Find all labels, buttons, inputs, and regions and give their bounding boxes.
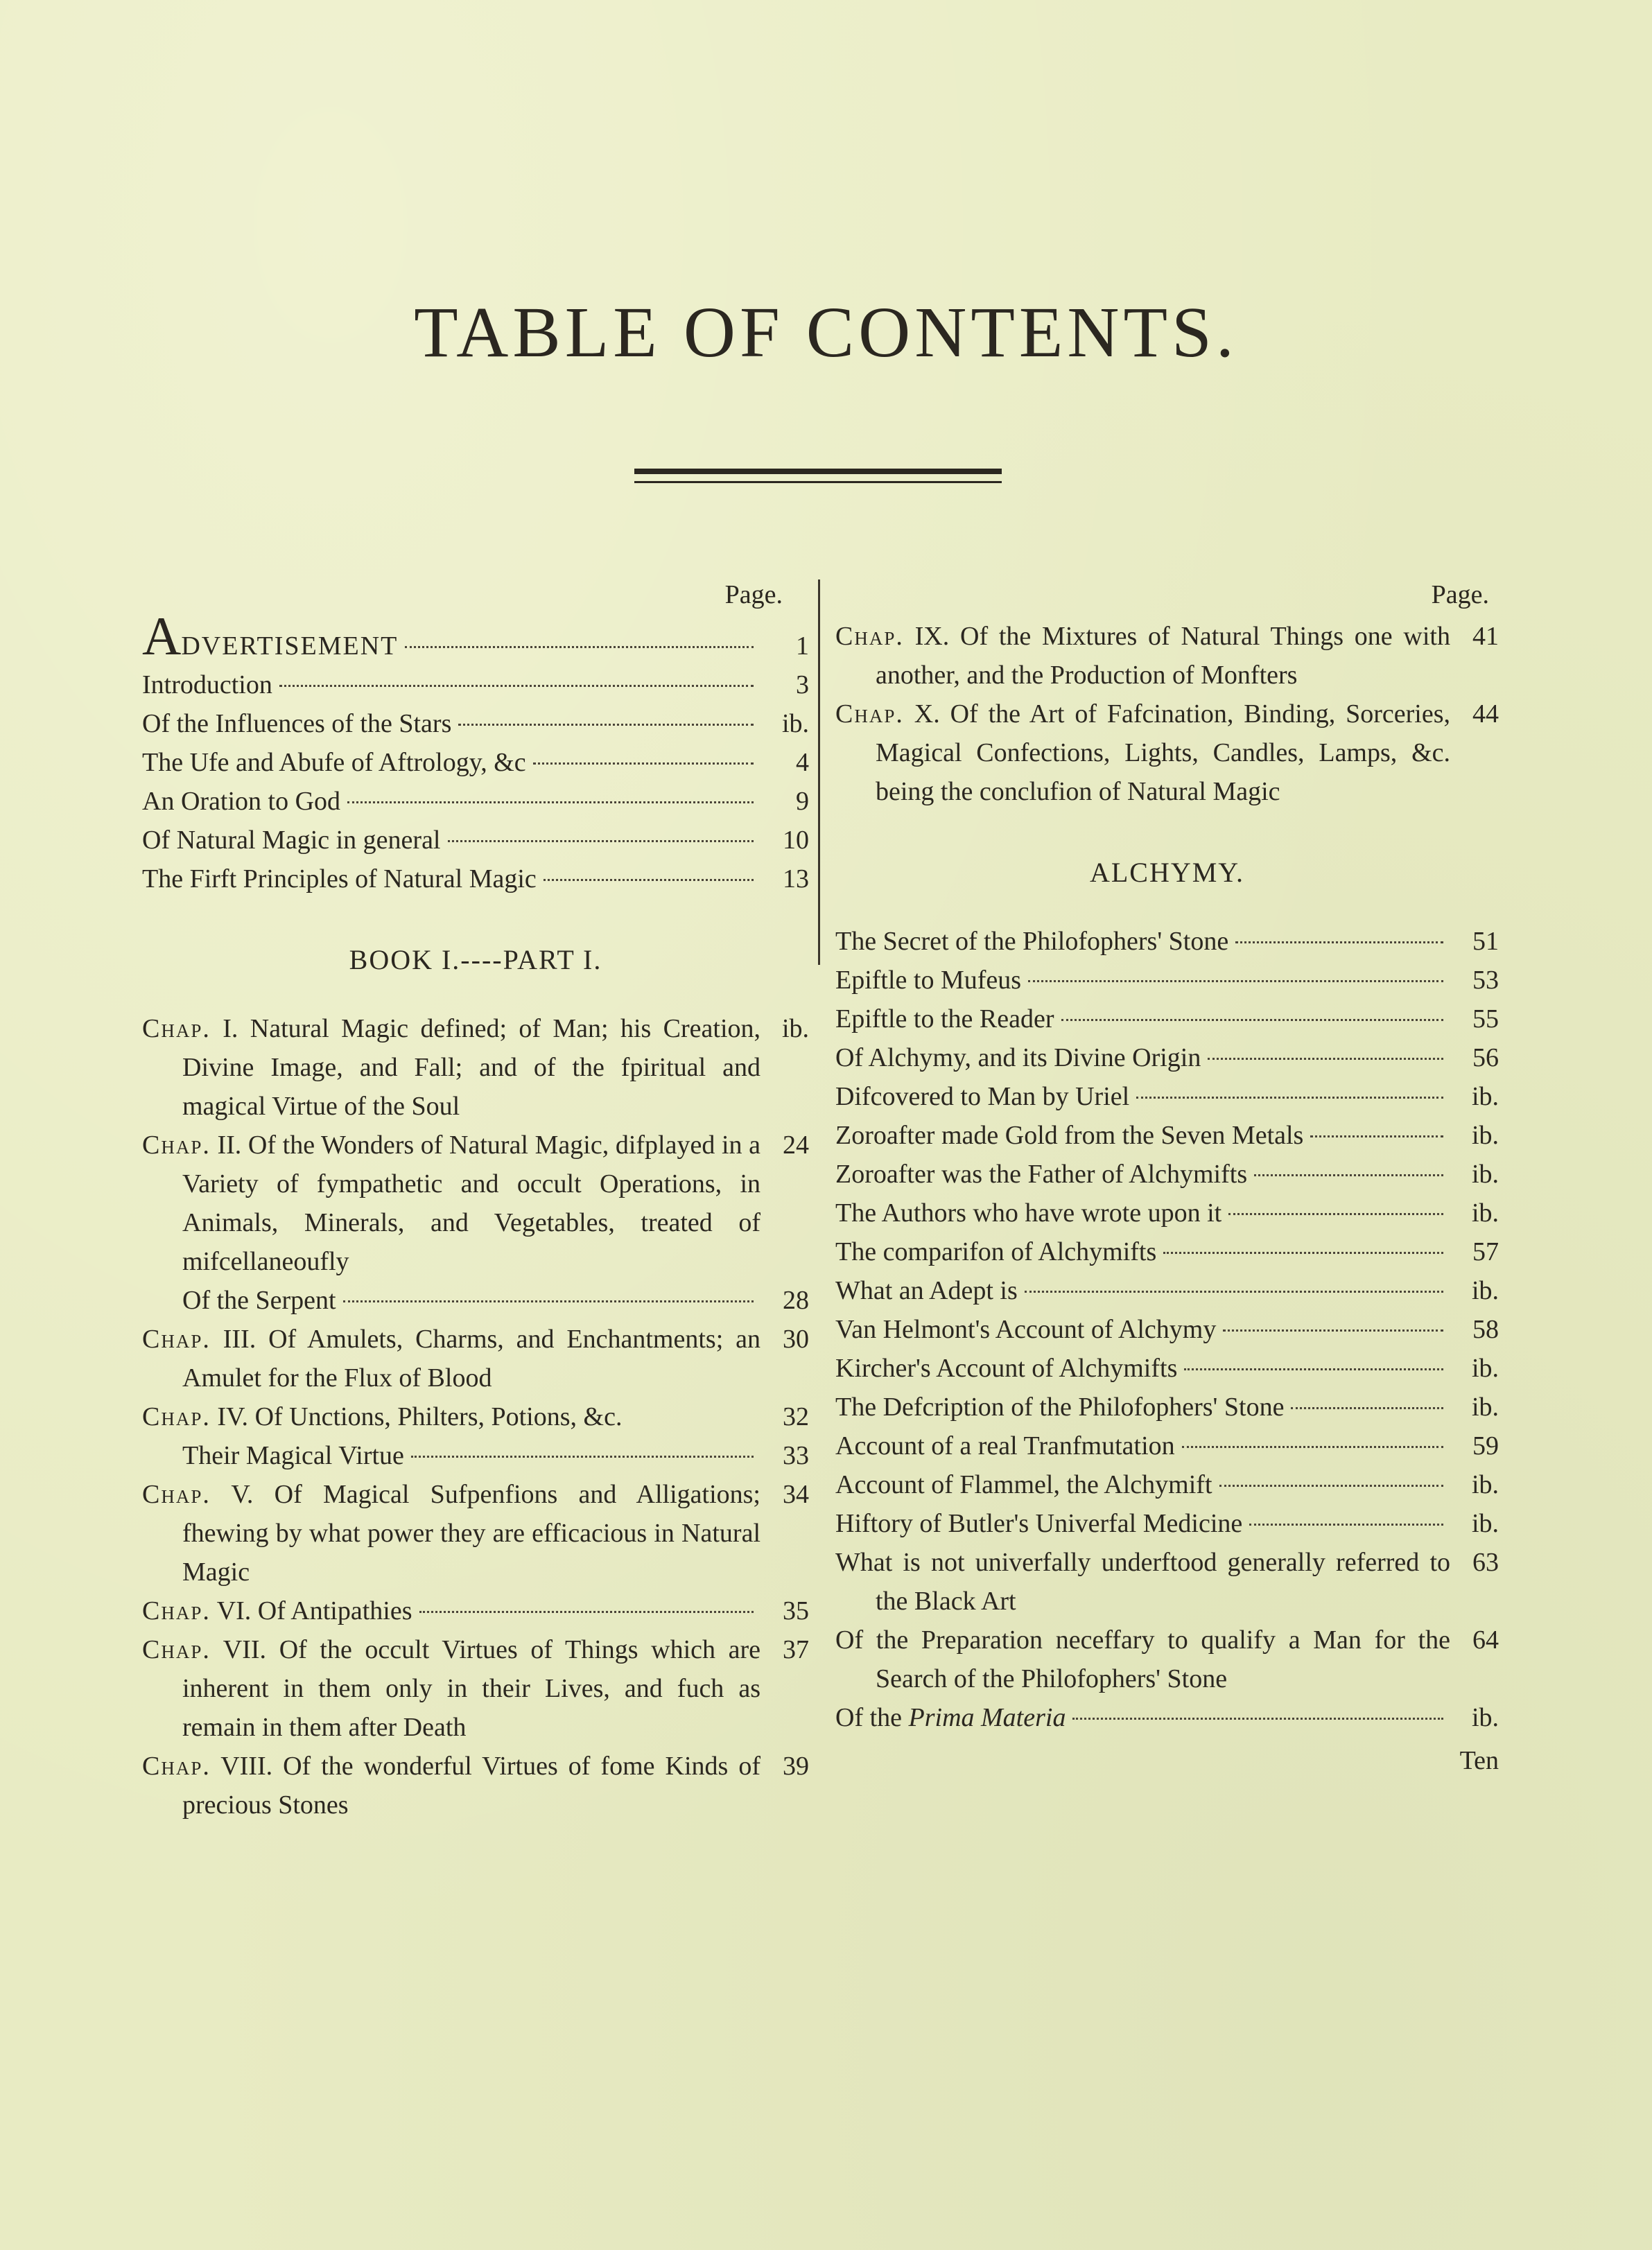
toc-entry[interactable]: Epiftle to the Reader 55 — [835, 1000, 1499, 1038]
toc-entry[interactable]: Van Helmont's Account of Alchymy 58 — [835, 1310, 1499, 1349]
dot-leader — [1291, 1407, 1443, 1409]
dot-leader — [458, 724, 754, 726]
toc-entry[interactable]: The Secret of the Philofophers' Stone 51 — [835, 922, 1499, 961]
page-number: 1 — [796, 631, 809, 661]
toc-chapter-4[interactable]: Chap. IV. Of Unctions, Philters, Potions, &c. 32 — [142, 1397, 809, 1436]
right-column — [835, 575, 1499, 1780]
toc-entry-advertisement[interactable]: ADVERTISEMENT 1 — [142, 606, 809, 666]
toc-entry[interactable]: The Defcription of the Philofophers' Stone ib. — [835, 1388, 1499, 1427]
toc-entry[interactable]: An Oration to God 9 — [142, 782, 809, 821]
column-divider — [818, 579, 820, 965]
toc-entry[interactable]: Zoroafter was the Father of Alchymifts ib. — [835, 1155, 1499, 1194]
toc-entry[interactable]: The Authors who have wrote upon it ib. — [835, 1194, 1499, 1232]
dot-leader — [405, 646, 754, 648]
dot-leader — [448, 840, 754, 842]
toc-entry[interactable]: Their Magical Virtue 33 — [142, 1436, 809, 1475]
toc-chapter-7[interactable]: Chap. VII. Of the occult Virtues of Things which are inherent in them only in their Lives, and fuch as remain in them after Death 37 — [142, 1630, 809, 1747]
toc-entry[interactable]: Epiftle to Mufeus 53 — [835, 961, 1499, 1000]
dot-leader — [1072, 1718, 1443, 1720]
page-title: TABLE OF CONTENTS. — [414, 293, 1238, 372]
page-number: 9 — [796, 787, 809, 816]
page-number: 64 — [1472, 1625, 1499, 1655]
toc-chapter-9[interactable]: Chap. IX. Of the Mixtures of Natural Things one with another, and the Production of Monfters 41 — [835, 617, 1499, 695]
toc-entry[interactable]: Zoroafter made Gold from the Seven Metals ib. — [835, 1116, 1499, 1155]
dot-leader — [1028, 980, 1443, 982]
toc-chapter-3[interactable]: Chap. III. Of Amulets, Charms, and Enchantments; an Amulet for the Flux of Blood 30 — [142, 1320, 809, 1397]
section-heading-alchymy: ALCHYMY. — [1089, 857, 1245, 888]
toc-entry[interactable]: Difcovered to Man by Uriel ib. — [835, 1077, 1499, 1116]
dot-leader — [1163, 1252, 1443, 1254]
toc-entry[interactable]: Of the Serpent 28 — [142, 1281, 809, 1320]
left-column — [142, 575, 809, 1824]
page-column-label-right: Page. — [1431, 580, 1489, 609]
dot-leader — [533, 762, 754, 765]
dot-leader — [419, 1611, 754, 1613]
page-number: ib. — [1471, 1393, 1499, 1422]
page-number: ib. — [1471, 1082, 1499, 1111]
dot-leader — [1025, 1291, 1443, 1293]
page-column-label-left: Page. — [724, 580, 783, 609]
page-number: 35 — [783, 1596, 809, 1625]
toc-entry-multiline[interactable]: Of the Preparation neceffary to qualify a Man for the Search of the Philofophers' Stone 64 — [835, 1621, 1499, 1698]
dot-leader — [1182, 1446, 1443, 1448]
toc-entry[interactable]: The comparifon of Alchymifts 57 — [835, 1232, 1499, 1271]
page-number: 37 — [783, 1635, 809, 1664]
dot-leader — [544, 879, 754, 881]
dot-leader — [1254, 1174, 1443, 1176]
title-rule-thin — [634, 481, 1002, 483]
toc-entry[interactable]: Account of a real Tranfmutation 59 — [835, 1427, 1499, 1465]
dot-leader — [343, 1300, 754, 1302]
page-number: 13 — [783, 864, 809, 893]
page-number: 3 — [796, 670, 809, 699]
dot-leader — [347, 801, 754, 803]
page-number: 59 — [1472, 1431, 1499, 1460]
title-rule-thick — [634, 469, 1002, 474]
toc-entry[interactable]: Of Alchymy, and its Divine Origin 56 — [835, 1038, 1499, 1077]
toc-entry-prima-materia[interactable]: Of the Prima Materia ib. — [835, 1698, 1499, 1737]
toc-entry[interactable]: Kircher's Account of Alchymifts ib. — [835, 1349, 1499, 1388]
toc-entry[interactable]: Hiftory of Butler's Univerfal Medicine ib. — [835, 1504, 1499, 1543]
dot-leader — [411, 1456, 754, 1458]
dot-leader — [1249, 1524, 1443, 1526]
page-number: ib. — [1471, 1121, 1499, 1150]
toc-entry[interactable]: Account of Flammel, the Alchymift ib. — [835, 1465, 1499, 1504]
toc-chapter-1[interactable]: Chap. I. Natural Magic defined; of Man; his Creation, Divine Image, and Fall; and of the fpiritual and magical Virtue of the Soul ib. — [142, 1009, 809, 1126]
dot-leader — [1235, 941, 1443, 943]
dot-leader — [1228, 1213, 1443, 1215]
page-number: 44 — [1472, 699, 1499, 729]
catchword: Ten — [1459, 1746, 1499, 1775]
page-number: 34 — [783, 1480, 809, 1509]
toc-chapter-5[interactable]: Chap. V. Of Magical Sufpenfions and Alligations; fhewing by what power they are efficacious in Natural Magic 34 — [142, 1475, 809, 1591]
dot-leader — [1136, 1097, 1443, 1099]
toc-chapter-10[interactable]: Chap. X. Of the Art of Fafcination, Binding, Sorceries, Magical Confections, Lights, Candles, Lamps, &c. being the conclufion of Natural Magic 44 — [835, 695, 1499, 811]
dot-leader — [1061, 1019, 1444, 1021]
page-number: 32 — [783, 1402, 809, 1431]
page-number: 30 — [783, 1325, 809, 1354]
drop-initial: A — [142, 606, 182, 666]
toc-entry[interactable]: What an Adept is ib. — [835, 1271, 1499, 1310]
section-heading-book-1: BOOK I.----PART I. — [349, 944, 602, 975]
dot-leader — [1223, 1329, 1443, 1332]
page-number: 33 — [783, 1441, 809, 1470]
page-number: ib. — [1471, 1354, 1499, 1383]
page-number: 28 — [783, 1286, 809, 1315]
dot-leader — [279, 685, 754, 687]
dot-leader — [1310, 1135, 1443, 1137]
toc-entry[interactable]: Introduction 3 — [142, 665, 809, 704]
dot-leader — [1184, 1368, 1443, 1370]
toc-chapter-2[interactable]: Chap. II. Of the Wonders of Natural Magic, difplayed in a Variety of fympathetic and occult Operations, in Animals, Minerals, and Vegetables, treated of mifcellaneoufly 24 — [142, 1126, 809, 1281]
page-number: 4 — [796, 748, 809, 777]
dot-leader — [1208, 1058, 1443, 1060]
dot-leader — [1219, 1485, 1443, 1487]
toc-entry[interactable]: Of Natural Magic in general 10 — [142, 821, 809, 860]
page-number: ib. — [1471, 1160, 1499, 1189]
toc-entry[interactable]: The Firft Principles of Natural Magic 13 — [142, 860, 809, 898]
toc-entry-multiline[interactable]: What is not univerfally underftood generally referred to the Black Art 63 — [835, 1543, 1499, 1621]
page-number: 55 — [1472, 1004, 1499, 1034]
page-number: 58 — [1472, 1315, 1499, 1344]
page-number: 51 — [1472, 927, 1499, 956]
page-number: ib. — [1471, 1198, 1499, 1228]
page-number: 63 — [1472, 1548, 1499, 1577]
page-number: 41 — [1472, 622, 1499, 651]
page-number: 53 — [1472, 966, 1499, 995]
toc-chapter-8[interactable]: Chap. VIII. Of the wonderful Virtues of fome Kinds of precious Stones 39 — [142, 1747, 809, 1824]
page-number: ib. — [781, 1014, 809, 1043]
toc-chapter-6[interactable]: Chap. VI. Of Antipathies 35 — [142, 1591, 809, 1630]
page-number: ib. — [1471, 1703, 1499, 1732]
page-number: ib. — [1471, 1470, 1499, 1499]
page-number: ib. — [1471, 1509, 1499, 1538]
page-number: 10 — [783, 826, 809, 855]
toc-entry[interactable]: Of the Influences of the Stars ib. — [142, 704, 809, 743]
toc-entry[interactable]: The Ufe and Abufe of Aftrology, &c 4 — [142, 743, 809, 782]
page-number: ib. — [781, 709, 809, 738]
page-number: 39 — [783, 1752, 809, 1781]
page-number: 57 — [1472, 1237, 1499, 1266]
page-number: ib. — [1471, 1276, 1499, 1305]
page-number: 56 — [1472, 1043, 1499, 1072]
page-number: 24 — [783, 1131, 809, 1160]
